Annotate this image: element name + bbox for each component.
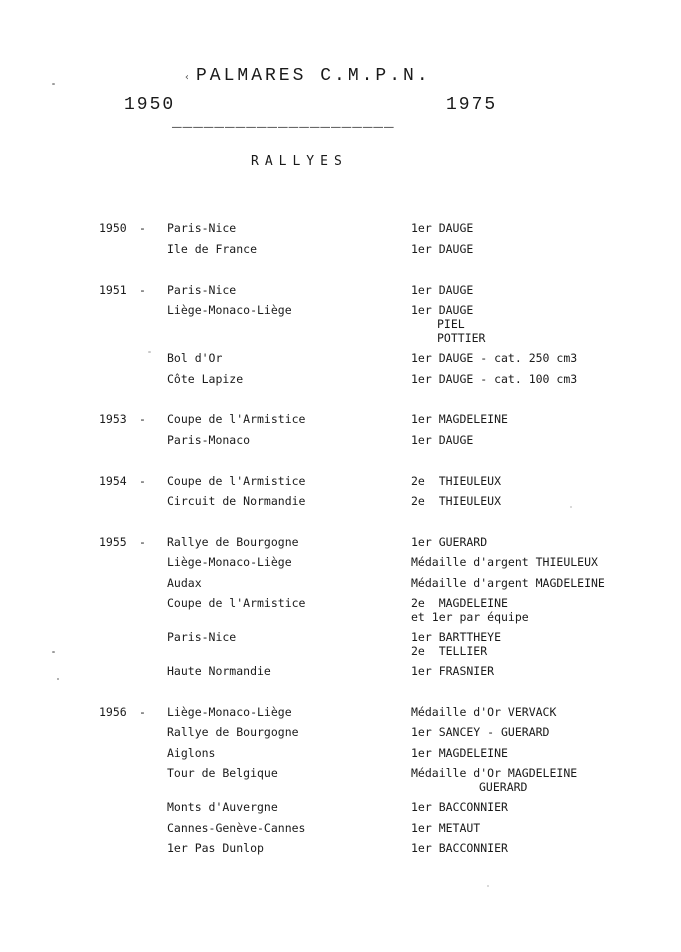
entry-year: 1950 xyxy=(99,221,127,235)
entry-event: Circuit de Normandie xyxy=(167,494,306,508)
entry-event: Liège-Monaco-Liège xyxy=(167,555,292,569)
entry-result: 1er BACCONNIER xyxy=(411,800,508,814)
scan-speck xyxy=(52,83,55,85)
entry-event: Liège-Monaco-Liège xyxy=(167,303,292,317)
entry-result: 1er GUERARD xyxy=(411,535,488,549)
entry-event: Cannes-Genève-Cannes xyxy=(167,821,306,835)
entry-event: Paris-Nice xyxy=(167,221,237,235)
scan-speck xyxy=(570,506,572,508)
entry-event: Paris-Nice xyxy=(167,283,237,297)
entry-event: Rallye de Bourgogne xyxy=(167,535,299,549)
entry-event: Côte Lapize xyxy=(167,372,244,386)
entry-result-line: GUERARD xyxy=(479,780,528,794)
entry-dash: - xyxy=(139,221,146,235)
entry-result: 1er METAUT xyxy=(411,821,481,835)
entry-result: 1er BARTTHEYE xyxy=(411,630,502,644)
entry-event: Coupe de l'Armistice xyxy=(167,474,306,488)
entry-event: Paris-Nice xyxy=(167,630,237,644)
year-range-end: 1975 xyxy=(446,95,498,115)
entry-result: Médaille d'argent MAGDELEINE xyxy=(411,576,605,590)
entry-result: 2e THIEULEUX xyxy=(411,474,502,488)
entry-dash: - xyxy=(139,705,146,719)
entry-event: Haute Normandie xyxy=(167,664,271,678)
entry-event: 1er Pas Dunlop xyxy=(167,841,264,855)
entry-result: 1er FRASNIER xyxy=(411,664,495,678)
entry-event: Ile de France xyxy=(167,242,258,256)
scan-speck xyxy=(148,351,151,353)
entry-dash: - xyxy=(139,412,146,426)
entry-result: Médaille d'argent THIEULEUX xyxy=(411,555,598,569)
entry-result: 1er DAUGE xyxy=(411,433,474,447)
entry-result: 1er MAGDELEINE xyxy=(411,412,508,426)
scan-speck xyxy=(487,885,489,887)
entry-result: 1er DAUGE xyxy=(411,242,474,256)
entry-result: 1er DAUGE xyxy=(411,283,474,297)
entry-result-line: 2e TELLIER xyxy=(411,644,488,658)
entry-event: Bol d'Or xyxy=(167,351,223,365)
entry-result: 1er DAUGE xyxy=(411,221,474,235)
entry-event: Tour de Belgique xyxy=(167,766,278,780)
scan-speck xyxy=(52,651,55,653)
entry-dash: - xyxy=(139,535,146,549)
entry-result: 1er MAGDELEINE xyxy=(411,746,508,760)
entry-result: 2e THIEULEUX xyxy=(411,494,502,508)
entry-event: Coupe de l'Armistice xyxy=(167,412,306,426)
entry-result: 2e MAGDELEINE xyxy=(411,596,508,610)
entry-dash: - xyxy=(139,474,146,488)
entry-event: Audax xyxy=(167,576,202,590)
entry-event: Monts d'Auvergne xyxy=(167,800,278,814)
entry-result-line: PIEL xyxy=(437,317,465,331)
entry-result: 1er DAUGE - cat. 250 cm3 xyxy=(411,351,578,365)
entry-event: Rallye de Bourgogne xyxy=(167,725,299,739)
entry-year: 1956 xyxy=(99,705,127,719)
entry-event: Aiglons xyxy=(167,746,216,760)
title-underline: _____________________ xyxy=(172,113,395,131)
entry-dash: - xyxy=(139,283,146,297)
document-title: PALMARES C.M.P.N. xyxy=(196,66,431,86)
entry-result: Médaille d'Or MAGDELEINE xyxy=(411,766,578,780)
entry-year: 1951 xyxy=(99,283,127,297)
stray-mark: ‹ xyxy=(184,72,191,83)
entry-year: 1955 xyxy=(99,535,127,549)
entry-year: 1954 xyxy=(99,474,127,488)
entry-result: 1er DAUGE xyxy=(411,303,474,317)
year-range-start: 1950 xyxy=(124,95,176,115)
entry-year: 1953 xyxy=(99,412,127,426)
section-title: RALLYES xyxy=(251,154,348,169)
entry-event: Coupe de l'Armistice xyxy=(167,596,306,610)
entry-result-line: POTTIER xyxy=(437,331,486,345)
entry-result: 1er DAUGE - cat. 100 cm3 xyxy=(411,372,578,386)
entry-event: Liège-Monaco-Liège xyxy=(167,705,292,719)
entry-result: 1er BACCONNIER xyxy=(411,841,508,855)
entry-event: Paris-Monaco xyxy=(167,433,251,447)
entry-result: 1er SANCEY - GUERARD xyxy=(411,725,550,739)
entry-result: Médaille d'Or VERVACK xyxy=(411,705,557,719)
entry-result-line: et 1er par équipe xyxy=(411,610,529,624)
scan-speck xyxy=(57,678,59,680)
